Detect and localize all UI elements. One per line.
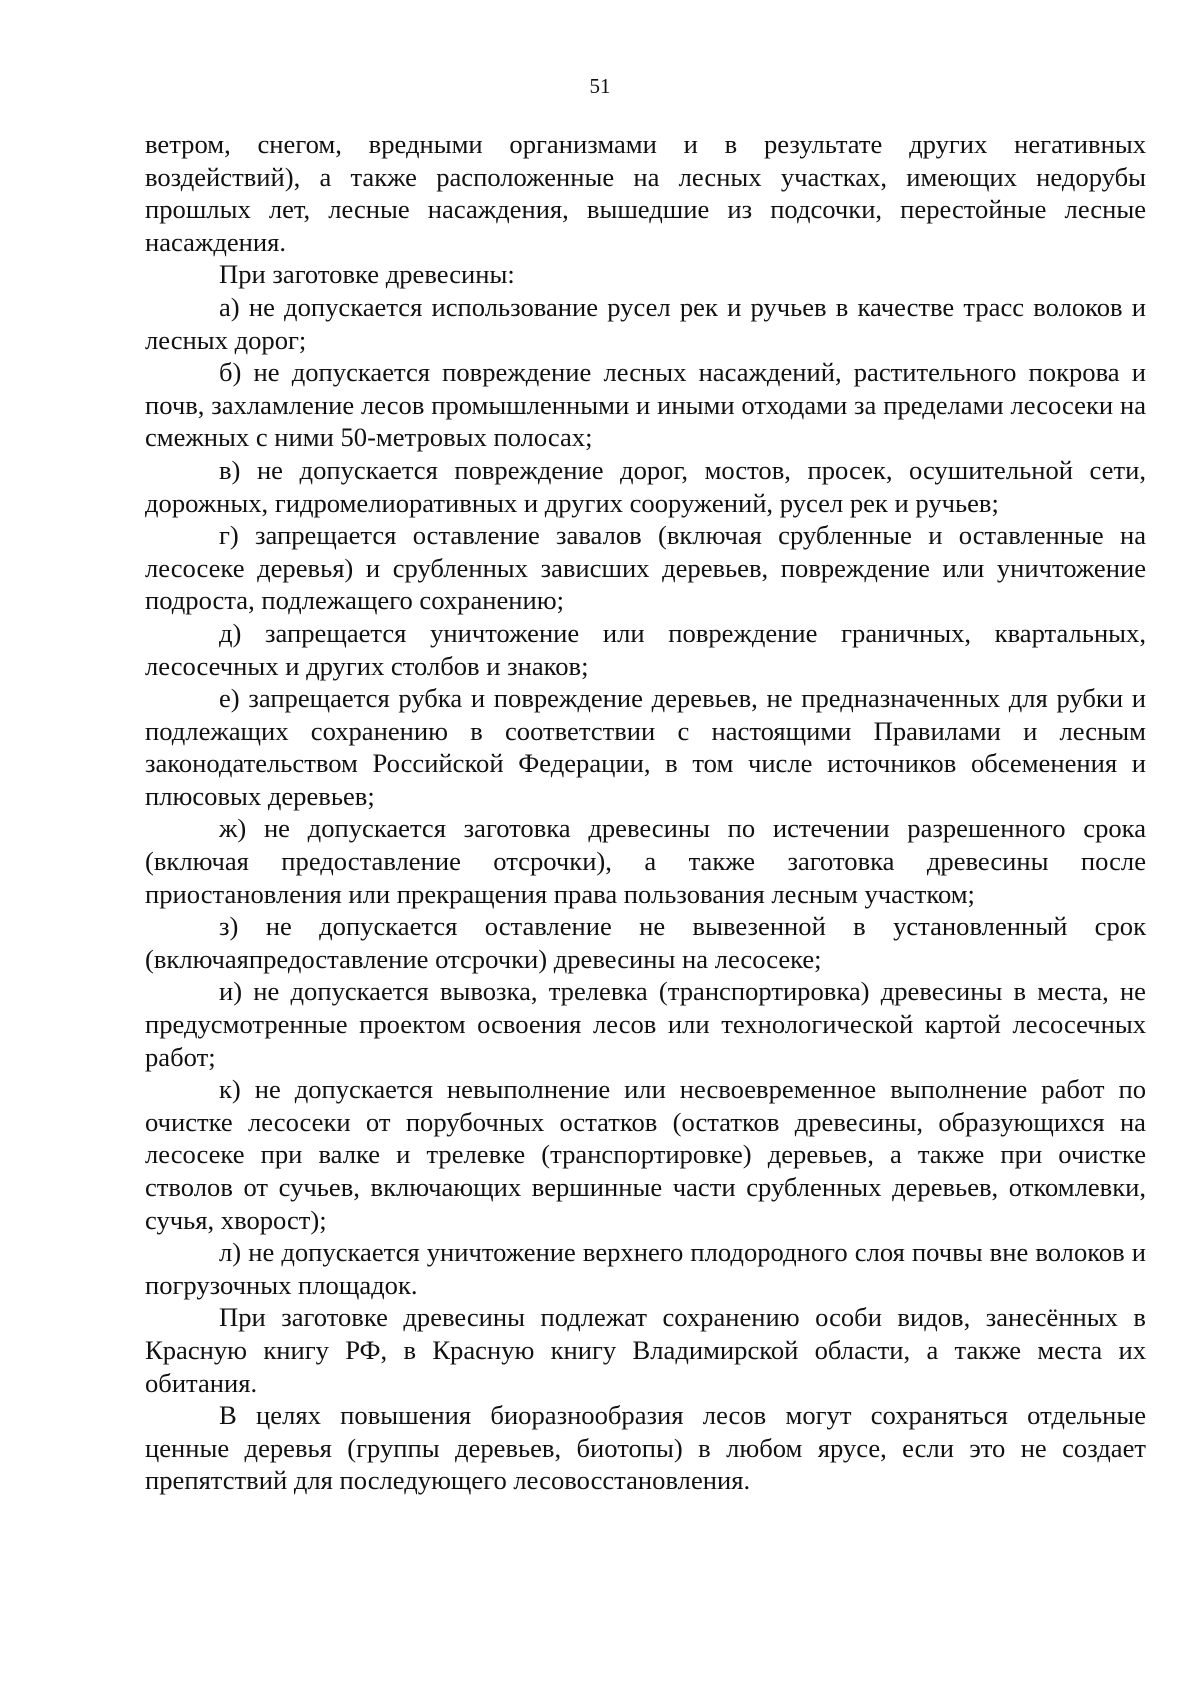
list-item-d: д) запрещается уничтожение или повреждение граничных, квартальных, лесосечных и других столбов и знаков; bbox=[145, 617, 1146, 681]
paragraph-biodiversity: В целях повышения биоразнообразия лесов могут сохраняться отдельные ценные деревья (группы деревьев, биотопы) в любом ярусе, если это не создает препятствий для последующего лесовосстановления. bbox=[145, 1400, 1146, 1496]
list-item-i: и) не допускается вывозка, трелевка (транспортировка) древесины в места, не предусмотренные проектом освоения лесов или технологической картой лесосечных работ; bbox=[145, 976, 1146, 1072]
paragraph-red-book: При заготовке древесины подлежат сохранению особи видов, занесённых в Красную книгу РФ, в Красную книгу Владимирской области, а также места их обитания. bbox=[145, 1302, 1146, 1398]
list-item-l: л) не допускается уничтожение верхнего плодородного слоя почвы вне волоков и погрузочных площадок. bbox=[145, 1237, 1146, 1300]
list-item-g: г) запрещается оставление завалов (включая срубленные и оставленные на лесосеке деревья) и срубленных зависших деревьев, повреждение или уничтожение подроста, подлежащего сохранению; bbox=[145, 520, 1146, 616]
list-item-k: к) не допускается невыполнение или несвоевременное выполнение работ по очистке лесосеки от порубочных остатков (остатков древесины, образующихся на лесосеке при валке и трелевке (транспортировке) деревьев, а также при очистке стволов от сучьев, включающих вершинные части срубленных деревьев, откомлевки, сучья, хворост); bbox=[145, 1074, 1146, 1235]
paragraph-intro: При заготовке древесины: bbox=[219, 259, 515, 290]
list-item-a: а) не допускается использование русел рек и ручьев в качестве трасс волоков и лесных дорог; bbox=[145, 291, 1146, 355]
list-item-v: в) не допускается повреждение дорог, мостов, просек, осушительной сети, дорожных, гидромелиоративных и других сооружений, русел рек и ручьев; bbox=[145, 454, 1146, 518]
list-item-z: з) не допускается оставление не вывезенной в установленный срок (включаяпредоставление отсрочки) древесины на лесосеке; bbox=[145, 911, 1146, 974]
list-item-b: б) не допускается повреждение лесных насаждений, растительного покрова и почв, захламление лесов промышленными и иными отходами за пределами лесосеки на смежных с ними 50-метровых полосах; bbox=[145, 357, 1146, 453]
body-text bbox=[145, 128, 1146, 1497]
paragraph-continuation: ветром, снегом, вредными организмами и в результате других негативных воздействий), а также расположенные на лесных участках, имеющих недорубы прошлых лет, лесные насаждения, вышедшие из подсочки, перестойные лесные насаждения. bbox=[145, 129, 1146, 257]
page-number: 51 bbox=[589, 74, 611, 98]
list-item-e: е) запрещается рубка и повреждение деревьев, не предназначенных для рубки и подлежащих сохранению в соответствии с настоящими Правилами и лесным законодательством Российской Федерации, в том числе источников обсеменения и плюсовых деревьев; bbox=[145, 683, 1146, 811]
list-item-zh: ж) не допускается заготовка древесины по истечении разрешенного срока (включая предоставление отсрочки), а также заготовка древесины после приостановления или прекращения права пользования лесным участком; bbox=[145, 813, 1146, 909]
